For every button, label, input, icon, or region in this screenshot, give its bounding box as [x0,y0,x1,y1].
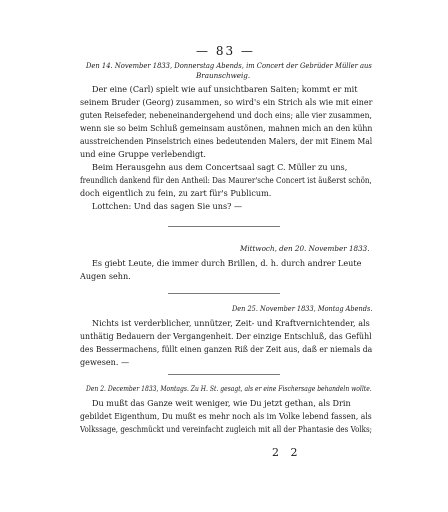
text-line: Lottchen: Und das sagen Sie uns? — [92,201,243,211]
page-number: — 83 — [196,44,255,58]
text-line: Der eine (Carl) spielt wie auf unsichtbaren Saiten; kommt er mit [92,84,358,94]
text-line: wenn sie so beim Schluß gemeinsam austönen, mahnen mich an den kühn [80,123,373,133]
signature-mark: 2 2 [272,446,302,459]
text-line: Es giebt Leute, die immer durch Brillen, d. h. durch andrer Leute [92,258,362,268]
text-line: ausstreichenden Pinselstrich eines bedeutenden Malers, der mit Einem Mal [80,136,373,146]
text-line: doch eigentlich zu fein, zu zart für's Publicum. [80,188,272,198]
section-divider [168,226,280,227]
section-divider [168,374,280,375]
text-line: Nichts ist verderblicher, unnützer, Zeit- und Kraftvernichtender, als [92,318,370,328]
section-divider [168,293,280,294]
text-line: gewesen. — [80,357,130,367]
entry-header: Den 14. November 1833, Donnerstag Abends, im Concert der Gebrüder Müller aus [86,61,372,70]
text-line: Du mußt das Ganze weit weniger, wie Du jetzt gethan, als Drin [92,398,351,408]
entry-header: Braunschweig. [196,71,251,80]
text-line: gebildet Eigenthum, Du mußt es mehr noch als im Volke lebend fassen, als [80,411,372,421]
entry-header: Den 2. December 1833, Montags. Zu H. St. gesagt, als er eine Fischersage behandeln wollte. [86,384,372,393]
text-line: guten Reisefeder, nebeneinandergehend und doch eins; alle vier zusammen, [80,110,372,120]
text-line: und eine Gruppe verlebendigt. [80,149,206,159]
entry-header: Mittwoch, den 20. November 1833. [240,244,370,253]
text-line: des Bessermachens, füllt einen ganzen Riß der Zeit aus, daß er niemals da [80,344,373,354]
text-line: Augen sehn. [80,271,131,281]
text-line: Beim Herausgehn aus dem Concertsaal sagt C. Müller zu uns, [92,162,348,172]
text-line: unthätig Bedauern der Vergangenheit. Der einzige Entschluß, das Gefühl [80,331,372,341]
text-line: seinem Bruder (Georg) zusammen, so wird's ein Strich als wie mit einer [80,97,373,107]
text-line: Volkssage, geschmückt und vereinfacht zugleich mit all der Phantasie des Volks; [80,424,373,434]
text-line: freundlich dankend für den Antheil: Das Maurer'sche Concert ist äußerst schön, [80,175,372,185]
entry-header: Den 25. November 1833, Montag Abends. [232,304,373,313]
